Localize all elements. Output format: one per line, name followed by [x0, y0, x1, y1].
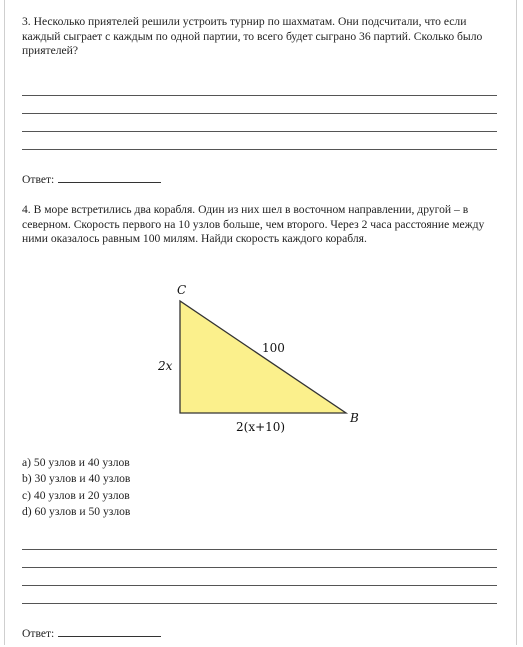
- answer-row-q3: [22, 172, 161, 186]
- answer-blank[interactable]: [58, 626, 161, 637]
- answer-rule: [22, 549, 497, 550]
- answer-row-q4: [22, 626, 161, 640]
- question-4-text: 4. В море встретились два корабля. Один из них шел в восточном направлении, другой – в северном. Скорость первого на 10 узлов больше, чем второго. Через 2 часа расстояние между ними оказалось равным 100 милям. Найди скорость каждого корабля.: [22, 203, 485, 246]
- triangle-figure: [150, 276, 370, 441]
- answer-rule: [22, 603, 497, 604]
- answer-options: [22, 455, 130, 521]
- answer-rule: [22, 585, 497, 586]
- right-triangle: [180, 301, 346, 413]
- option-b[interactable]: b) 30 узлов и 40 узлов: [22, 472, 131, 486]
- hypotenuse-label: 100: [262, 341, 285, 355]
- vertex-c-label: C: [177, 283, 187, 297]
- answer-label: Ответ:: [22, 627, 55, 640]
- answer-rule: [22, 131, 497, 132]
- question-3-text: 3. Несколько приятелей решили устроить турнир по шахматам. Они подсчитали, что если каждый сыграет с каждым по одной партии, то всего будет сыграно 36 партий. Сколько было приятелей?: [22, 15, 483, 58]
- horizontal-side-label: 2(x+10): [236, 420, 286, 434]
- answer-rule: [22, 567, 497, 568]
- answer-blank[interactable]: [58, 172, 161, 183]
- answer-rule: [22, 149, 497, 150]
- option-a[interactable]: a) 50 узлов и 40 узлов: [22, 456, 130, 469]
- answer-rule: [22, 95, 497, 96]
- option-c[interactable]: c) 40 узлов и 20 узлов: [22, 488, 130, 502]
- vertical-side-label: 2x: [158, 359, 173, 373]
- option-d[interactable]: d) 60 узлов и 50 узлов: [22, 505, 131, 519]
- vertex-b-label: B: [350, 411, 359, 425]
- answer-label: Ответ:: [22, 173, 55, 186]
- answer-rule: [22, 113, 497, 114]
